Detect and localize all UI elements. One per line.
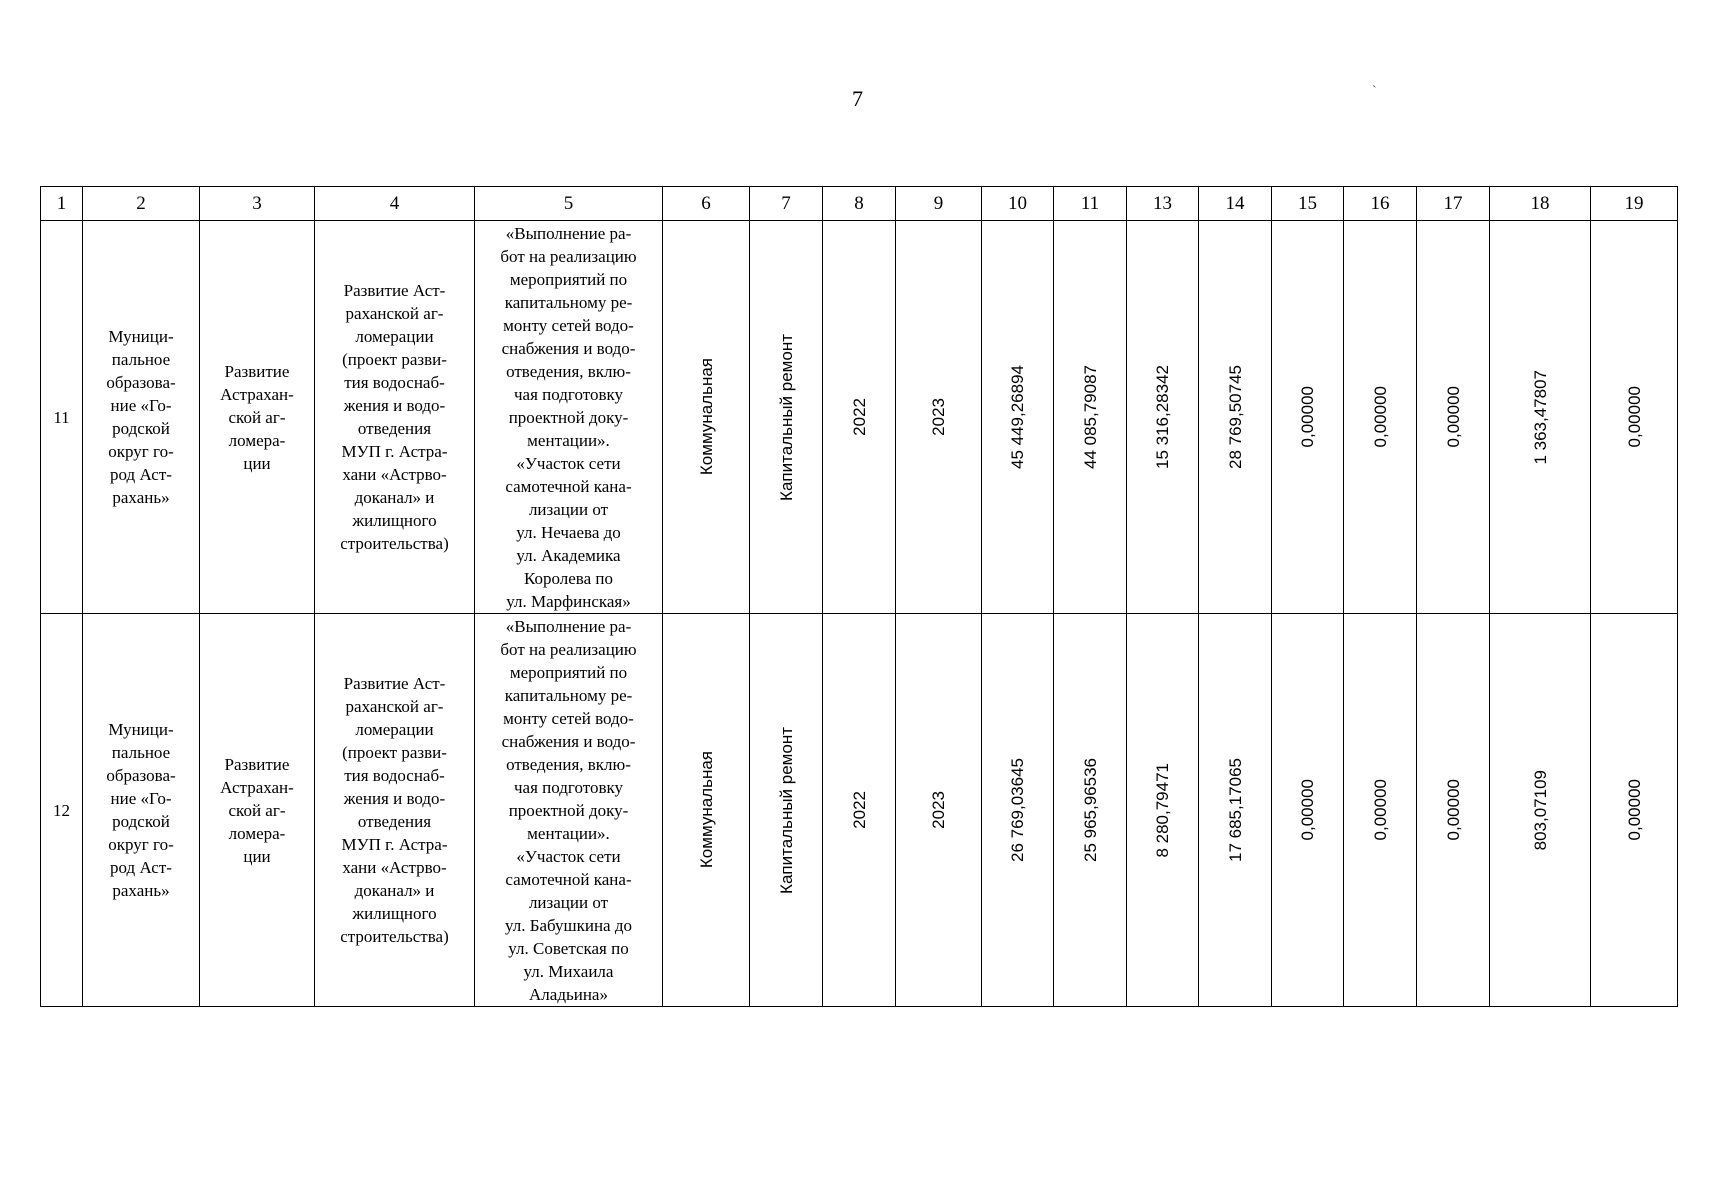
work-type-cell-text: Капитальный ремонт — [776, 333, 796, 501]
year-start-cell-text: 2022 — [849, 791, 869, 829]
municipality-cell-text: Муници- пальное образова- ние «Го- родской округ го- род Аст- рахань» — [106, 720, 176, 900]
amount-cell-text: 0,00000 — [1370, 779, 1390, 841]
column-number-cell: 15 — [1272, 187, 1344, 221]
column-number-cell: 7 — [750, 187, 823, 221]
amount-cell-text: 25 965,96536 — [1080, 758, 1100, 862]
amount-cell — [1344, 221, 1417, 614]
sector-cell-text: Коммунальная — [696, 751, 716, 869]
amount-cell — [1591, 221, 1678, 614]
object-description-cell-text: «Выполнение ра- бот на реализацию мероприятий по капитальному ре- монту сетей водо- снабжения и водо- отведения, вклю- чая подготовку проектной доку- ментации». «Участок сети самотечной кана- лизации от ул. Бабушкина до ул. Советская по ул. Михаила Аладьина» — [500, 616, 637, 1004]
column-number-cell: 5 — [475, 187, 663, 221]
column-number-cell: 14 — [1199, 187, 1272, 221]
program-cell — [200, 221, 315, 614]
amount-cell — [1591, 614, 1678, 1007]
row-number-cell-text: 12 — [53, 800, 70, 820]
amount-cell-text: 28 769,50745 — [1225, 365, 1245, 469]
program-cell — [200, 614, 315, 1007]
object-description-cell-text: «Выполнение ра- бот на реализацию мероприятий по капитальному ре- монту сетей водо- снабжения и водо- отведения, вклю- чая подготовку проектной доку- ментации». «Участок сети самотечной кана- лизации от ул. Нечаева до ул. Академика Королева по ул. Марфинская» — [500, 223, 637, 611]
amount-cell-text: 17 685,17065 — [1225, 758, 1245, 862]
municipality-cell — [83, 221, 200, 614]
work-type-cell — [750, 614, 823, 1007]
amount-cell-text: 0,00000 — [1443, 386, 1463, 448]
sector-cell — [663, 221, 750, 614]
project-cell-text: Развитие Аст- раханской аг- ломерации (проект разви- тия водоснаб- жения и водо- отведения МУП г. Астра- хани «Астрво- доканал» и жилищного строительства) — [340, 674, 449, 946]
amount-cell — [1344, 614, 1417, 1007]
column-number-cell: 8 — [823, 187, 896, 221]
year-end-cell-text: 2023 — [929, 791, 948, 829]
column-number-cell: 10 — [982, 187, 1054, 221]
object-description-cell — [475, 221, 663, 614]
year-start-cell — [823, 221, 896, 614]
amount-cell-text: 15 316,28342 — [1153, 365, 1172, 469]
project-cell — [315, 614, 475, 1007]
amount-cell-text: 45 449,26894 — [1008, 365, 1027, 469]
amount-cell — [1272, 614, 1344, 1007]
amount-cell-text: 0,00000 — [1624, 779, 1644, 841]
object-description-cell — [475, 614, 663, 1007]
year-start-cell — [823, 614, 896, 1007]
register-table — [40, 186, 1678, 1007]
amount-cell — [1127, 221, 1199, 614]
column-number-cell: 9 — [896, 187, 982, 221]
amount-cell — [1199, 221, 1272, 614]
column-number-cell: 13 — [1127, 187, 1199, 221]
amount-cell — [1199, 614, 1272, 1007]
amount-cell — [1054, 614, 1127, 1007]
year-end-cell-text: 2023 — [929, 398, 948, 436]
row-number-cell-text: 11 — [53, 407, 70, 427]
page-number: 7 — [852, 86, 863, 111]
municipality-cell — [83, 614, 200, 1007]
amount-cell-text: 44 085,79087 — [1080, 365, 1100, 469]
amount-cell-text: 8 280,79471 — [1153, 762, 1172, 858]
sector-cell — [663, 614, 750, 1007]
column-number-cell: 6 — [663, 187, 750, 221]
scan-speck: ˋ — [1372, 84, 1377, 99]
column-number-cell: 17 — [1417, 187, 1490, 221]
amount-cell-text: 26 769,03645 — [1008, 758, 1027, 862]
amount-cell — [1417, 221, 1490, 614]
column-number-cell: 3 — [200, 187, 315, 221]
amount-cell — [1417, 614, 1490, 1007]
row-number-cell — [41, 614, 83, 1007]
amount-cell — [1054, 221, 1127, 614]
amount-cell-text: 1 363,47807 — [1530, 369, 1550, 465]
project-cell — [315, 221, 475, 614]
amount-cell-text: 0,00000 — [1298, 386, 1317, 448]
table-row — [41, 221, 1678, 614]
column-number-cell: 16 — [1344, 187, 1417, 221]
amount-cell-text: 0,00000 — [1298, 779, 1317, 841]
column-number-cell: 19 — [1591, 187, 1678, 221]
amount-cell — [1490, 221, 1591, 614]
column-number-row — [41, 187, 1678, 221]
amount-cell — [1272, 221, 1344, 614]
municipality-cell-text: Муници- пальное образова- ние «Го- родской округ го- род Аст- рахань» — [106, 327, 176, 507]
column-number-cell: 2 — [83, 187, 200, 221]
year-end-cell — [896, 614, 982, 1007]
project-cell-text: Развитие Аст- раханской аг- ломерации (проект разви- тия водоснаб- жения и водо- отведения МУП г. Астра- хани «Астрво- доканал» и жилищного строительства) — [340, 281, 449, 553]
amount-cell-text: 0,00000 — [1443, 779, 1463, 841]
year-end-cell — [896, 221, 982, 614]
column-number-cell: 4 — [315, 187, 475, 221]
column-number-cell: 11 — [1054, 187, 1127, 221]
row-number-cell — [41, 221, 83, 614]
amount-cell-text: 0,00000 — [1370, 386, 1390, 448]
column-number-cell: 1 — [41, 187, 83, 221]
work-type-cell-text: Капитальный ремонт — [776, 726, 796, 894]
program-cell-text: Развитие Астрахан- ской аг- ломера- ции — [220, 361, 294, 473]
year-start-cell-text: 2022 — [849, 398, 869, 436]
amount-cell — [982, 221, 1054, 614]
amount-cell — [1127, 614, 1199, 1007]
work-type-cell — [750, 221, 823, 614]
amount-cell — [1490, 614, 1591, 1007]
amount-cell-text: 803,07109 — [1530, 769, 1550, 851]
amount-cell-text: 0,00000 — [1624, 386, 1644, 448]
column-number-cell: 18 — [1490, 187, 1591, 221]
sector-cell-text: Коммунальная — [696, 358, 716, 476]
table-row — [41, 614, 1678, 1007]
program-cell-text: Развитие Астрахан- ской аг- ломера- ции — [220, 754, 294, 866]
amount-cell — [982, 614, 1054, 1007]
